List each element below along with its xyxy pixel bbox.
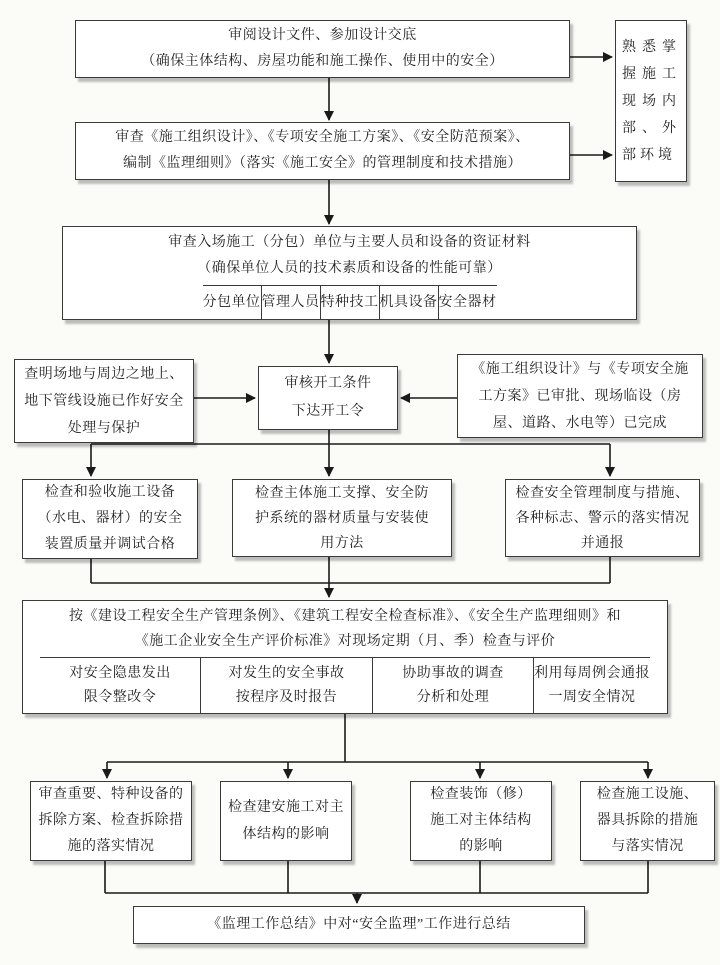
node-text: 检查和验收施工设备（水电、器材）的安全装置质量并调试合格 [37,485,183,552]
cell-special-workers: 特种技工 [320,286,379,319]
node-text: 按程序及时报告 [235,689,338,705]
node-site-pipelines [14,359,194,443]
node-text: 熟悉掌握施工现场内部、外部环境 [622,39,680,163]
node-text: 按《建设工程安全生产管理条例》、《建筑工程安全检查标准》、《安全生产监理细则》和 [69,609,621,624]
node-decoration-impact [410,781,552,861]
node-text: 审查入场施工（分包）单位与主要人员和设备的资证材料 [168,235,531,250]
node-text: 限令整改令 [83,689,157,705]
cell-managers: 管理人员 [261,286,320,319]
node-text: 《监理工作总结》中对“安全监理”工作进行总结 [207,917,511,932]
cell-accident-investigation [372,658,533,713]
periodic-check-cells [40,657,650,713]
cell-weekly-briefing [533,658,650,713]
node-review-plans [75,122,570,180]
node-supervision-summary [133,906,585,944]
node-text: 《施工企业安全生产评价标准》对现场定期（月、季）检查与评价 [134,634,556,649]
node-text: 审阅设计文件、参加设计交底 [228,28,417,43]
node-check-management [505,479,700,557]
node-text: 对安全隐患发出 [69,665,171,681]
node-check-support [232,479,452,557]
node-text: 一周安全情况 [548,689,636,705]
node-text: 检查安全管理制度与措施、各种标志、警示的落实情况并通报 [515,485,690,551]
cell-rectification-order [40,658,200,713]
node-credentials [62,226,637,320]
node-review-demolition [30,781,192,861]
cell-machinery: 机具设备 [379,286,438,319]
node-periodic-check [22,600,668,714]
node-check-equipment [22,479,198,559]
cell-subcontractor: 分包单位 [202,294,261,310]
node-text: （确保主体结构、房屋功能和施工操作、使用中的安全） [141,54,504,69]
node-review-design [75,20,570,78]
node-start-conditions [258,366,398,430]
node-construction-impact [220,781,352,861]
distributor-periodic-to-bottom [107,714,648,778]
node-plans-approved [457,354,703,438]
node-text: 检查建安施工对主体结构的影响 [228,800,344,842]
node-text: 审核开工条件 [284,376,372,391]
node-text: （确保单位人员的技术素质和设备的性能可靠） [197,261,502,276]
node-text: 分析和处理 [416,689,490,705]
credentials-header [168,227,531,285]
node-text: 协助事故的调查 [402,665,504,681]
node-text: 利用每周例会通报 [534,665,650,681]
collector-checks-to-periodic [91,557,610,597]
periodic-check-header [69,601,621,657]
node-text: 《施工组织设计》与《专项安全施工方案》已审批、现场临设（房屋、道路、水电等）已完成 [471,361,689,431]
cell-safety-gear: 安全器材 [438,286,497,319]
node-familiarize-environment [615,20,687,182]
node-text: 编制《监理细则》（落实《施工安全》的管理制度和技术措施） [123,156,522,171]
node-facility-removal [580,781,715,861]
credentials-cells [203,285,497,319]
node-text: 检查主体施工支撑、安全防护系统的器材质量与安装使用方法 [255,485,429,551]
node-text: 检查施工设施、器具拆除的措施与落实情况 [596,787,699,854]
node-text: 查明场地与周边之地上、地下管线设施已作好安全处理与保护 [24,366,184,436]
node-text: 对发生的安全事故 [228,665,345,681]
node-text: 审查《施工组织设计》、《专项安全施工方案》、《安全防范预案》、 [115,130,530,145]
node-text: 审查重要、特种设备的拆除方案、检查拆除措施的落实情况 [38,787,184,854]
node-text: 检查装饰（修）施工对主体结构的影响 [430,787,532,854]
collector-bottom-to-summary [105,861,648,903]
cell-accident-report [200,658,372,713]
node-text: 下达开工令 [291,404,365,419]
